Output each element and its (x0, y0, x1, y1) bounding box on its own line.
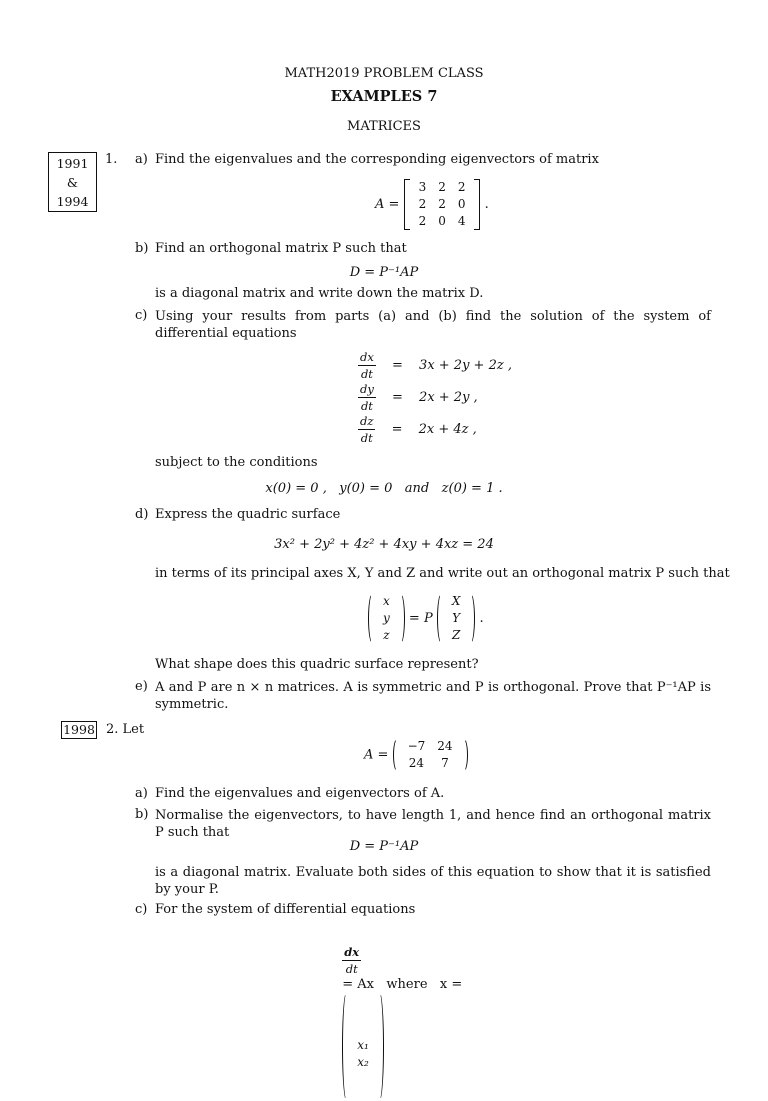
q2c-equation: $\frac{dx}{dt}$ = Ax where x = x₁ x₂ (334, 929, 462, 1101)
vector-x: x₁ x₂ (342, 992, 384, 1101)
q1d-vector-equation: x y z = P X Y Z . (368, 593, 484, 644)
course-title: MATH2019 PROBLEM CLASS (284, 66, 484, 81)
q2c-text: For the system of differential equations (155, 902, 416, 917)
vector-XYZ: X Y Z (437, 593, 476, 644)
year-1994: 1994 (56, 194, 89, 209)
year-1991: 1991 (56, 156, 89, 171)
matrix-A-2x2: −7 24 24 7 (393, 738, 468, 772)
vector-xyz: x y z (368, 593, 405, 644)
section-title: MATRICES (347, 119, 421, 134)
q1c-subject: subject to the conditions (155, 455, 318, 470)
q1b-after: is a diagonal matrix and write down the matrix D. (155, 286, 484, 301)
q2b-text: Normalise the eigenvectors, to have length 1, and hence find an orthogonal matrix P such that (155, 808, 711, 840)
year-ampersand: & (66, 175, 79, 190)
q1a-label: a) (135, 152, 148, 167)
q2b-after: is a diagonal matrix. Evaluate both sides of this equation to show that it is satisfied by your P. (155, 865, 711, 897)
q1d-label: d) (135, 507, 149, 522)
q2a-label: a) (135, 786, 148, 801)
q2b-equation: D = P⁻¹AP (349, 839, 419, 854)
q1c-conditions: x(0) = 0 , y(0) = 0 and z(0) = 1 . (265, 481, 503, 496)
q2c-label: c) (135, 902, 148, 917)
q1-matrix-equation: A = 3 2 2 2 2 0 2 0 4 . (375, 180, 489, 228)
matrix-A: 3 2 2 2 2 0 2 0 4 (404, 179, 481, 230)
q1b-equation: D = P⁻¹AP (349, 265, 419, 280)
q1d-equation: 3x² + 2y² + 4z² + 4xy + 4xz = 24 (274, 537, 494, 552)
q1a-text: Find the eigenvalues and the corresponding eigenvectors of matrix (155, 152, 599, 167)
q1e-label: e) (135, 679, 148, 694)
q1c-eq-2: $\frac{dy}{dt}$ = 2x + 2y , (360, 382, 478, 413)
q2b-label: b) (135, 807, 149, 822)
q1b-text: Find an orthogonal matrix P such that (155, 241, 407, 256)
q1d-question: What shape does this quadric surface represent? (155, 657, 479, 672)
q1d-after: in terms of its principal axes X, Y and Z and write out an orthogonal matrix P such that (155, 566, 730, 581)
question-number-2: 2. Let (106, 722, 145, 737)
year-box-q2: 1998 (61, 721, 97, 739)
q2a-text: Find the eigenvalues and eigenvectors of A. (155, 786, 445, 801)
year-box-q1 (48, 152, 97, 212)
question-number-1: 1. (105, 152, 118, 167)
matrix-name: A = (375, 197, 400, 212)
q1b-label: b) (135, 241, 149, 256)
q1c-text: Using your results from parts (a) and (b) find the solution of the system of differential equations (155, 309, 711, 341)
q1e-text: A and P are n × n matrices. A is symmetric and P is orthogonal. Prove that P⁻¹AP is symmetric. (155, 680, 711, 712)
q1c-eq-3: $\frac{dz}{dt}$ = 2x + 4z , (360, 414, 477, 445)
q2-matrix-equation: A = −7 24 24 7 (364, 738, 468, 772)
q1d-text: Express the quadric surface (155, 507, 341, 522)
q1c-label: c) (135, 308, 148, 323)
page-title: EXAMPLES 7 (330, 88, 438, 105)
q1c-eq-1: $\frac{dx}{dt}$ = 3x + 2y + 2z , (360, 350, 512, 381)
